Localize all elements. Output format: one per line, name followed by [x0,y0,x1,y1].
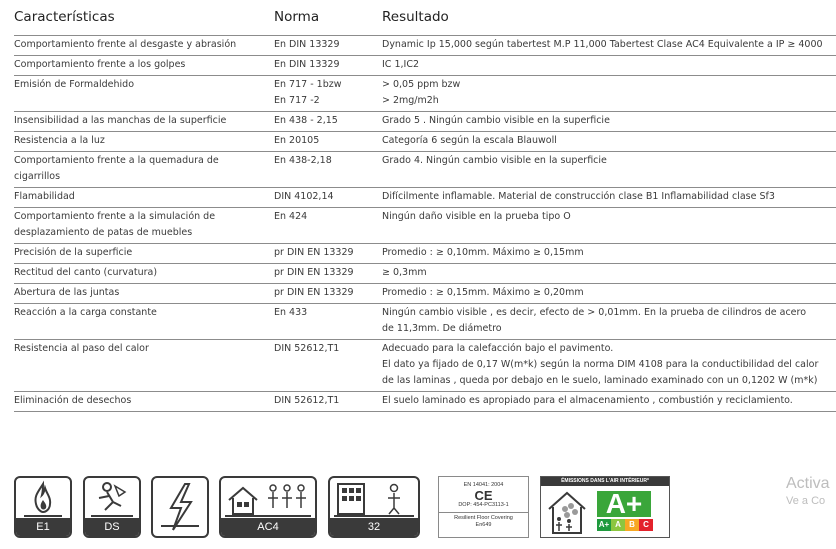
table-row [14,56,836,76]
cell-feature: Reacción a la carga constante [14,304,274,340]
table-row [14,244,836,264]
cell-feature: Comportamiento frente a la simulación de desplazamiento de patas de muebles [14,208,274,244]
table-row [14,112,836,132]
cell-norm: pr DIN EN 13329 [274,264,382,284]
cell-norm: En 20105 [274,132,382,152]
header-result: Resultado [382,0,836,36]
emission-scale [597,519,653,531]
cell-result: Adecuado para la calefacción bajo el pavimento. El dato ya fijado de 0,17 W(m*k) según la norma DIM 4108 para la conductibilidad del calor de las laminas , queda por debajo en le suelo, laminado examinado con un 0,1202 W (m*k) [382,340,836,392]
ce-certificate-label: EN 14041: 2004 CE DOP: 454-PC3113-1 Resilient Floor Covering En649 [438,476,529,538]
cell-result: Dynamic Ip 15,000 según tabertest M.P 11,000 Tabertest Clase AC4 Equivalente a IP ≥ 4000 [382,36,836,56]
table-row [14,392,836,412]
cell-norm: En DIN 13329 [274,56,382,76]
cell-feature: Emisión de Formaldehido [14,76,274,112]
cell-feature: Comportamiento frente al desgaste y abrasión [14,36,274,56]
table-row [14,264,836,284]
ce-mark-icon: CE [474,488,493,503]
cell-result: El suelo laminado es apropiado para el almacenamiento , combustión y reciclamiento. [382,392,836,412]
cell-result: Promedio : ≥ 0,15mm. Máximo ≥ 0,20mm [382,284,836,304]
house-emissions-icon [545,487,595,539]
table-row [14,208,836,244]
cell-feature: Resistencia al paso del calor [14,340,274,392]
specifications-table [14,0,836,412]
emission-grade: A+ [597,491,651,517]
cell-norm: DIN 52612,T1 [274,392,382,412]
cell-result: Promedio : ≥ 0,10mm. Máximo ≥ 0,15mm [382,244,836,264]
antistatic-icon [151,476,209,538]
table-row [14,132,836,152]
cell-feature: Flamabilidad [14,188,274,208]
cell-feature: Insensibilidad a las manchas de la superficie [14,112,274,132]
scale-c: C [639,519,653,531]
cell-norm: DIN 4102,14 [274,188,382,208]
table-row [14,188,836,208]
cell-result: Categoría 6 según la escala Blauwoll [382,132,836,152]
cell-norm: pr DIN EN 13329 [274,284,382,304]
table-header-row [14,0,836,36]
cell-norm: En DIN 13329 [274,36,382,56]
table-row [14,36,836,56]
cell-result: Grado 4. Ningún cambio visible en la superficie [382,152,836,188]
cell-result: Grado 5 . Ningún cambio visible en la superficie [382,112,836,132]
cell-norm: En 717 - 1bzw En 717 -2 [274,76,382,112]
cell-feature: Comportamiento frente a la quemadura de cigarrillos [14,152,274,188]
cell-norm: En 433 [274,304,382,340]
cell-norm: pr DIN EN 13329 [274,244,382,264]
cell-result: ≥ 0,3mm [382,264,836,284]
activation-watermark: Activa Ve a Co [786,475,830,507]
header-features: Características [14,0,274,36]
table-row [14,340,836,392]
cell-result: > 0,05 ppm bzw > 2mg/m2h [382,76,836,112]
cell-feature: Abertura de las juntas [14,284,274,304]
indoor-air-emissions-label: ÉMISSIONS DANS L'AIR INTÉRIEUR* A+ A+ A B C [540,476,670,538]
scale-a: A [611,519,625,531]
residential-use-icon: AC4 [219,476,317,538]
table-row [14,76,836,112]
cell-result: Difícilmente inflamable. Material de construcción clase B1 Inflamabilidad clase Sf3 [382,188,836,208]
cell-norm: En 438 - 2,15 [274,112,382,132]
cell-feature: Rectitud del canto (curvatura) [14,264,274,284]
header-norm: Norma [274,0,382,36]
scale-b: B [625,519,639,531]
cell-feature: Precisión de la superficie [14,244,274,264]
cell-norm: DIN 52612,T1 [274,340,382,392]
cell-norm: En 438-2,18 [274,152,382,188]
cell-feature: Comportamiento frente a los golpes [14,56,274,76]
commercial-use-icon: 32 [328,476,420,538]
table-row [14,284,836,304]
cell-feature: Resistencia a la luz [14,132,274,152]
scale-a-plus: A+ [598,520,610,529]
table-row [14,152,836,188]
cell-result: Ningún cambio visible , es decir, efecto de > 0,01mm. En la prueba de cilindros de acero de 11,3mm. De diámetro [382,304,836,340]
cell-result: IC 1,IC2 [382,56,836,76]
fire-icon: E1 [14,476,72,538]
table-row [14,304,836,340]
cell-feature: Eliminación de desechos [14,392,274,412]
slip-resistance-icon: DS [83,476,141,538]
cell-result: Ningún daño visible en la prueba tipo O [382,208,836,244]
cell-norm: En 424 [274,208,382,244]
